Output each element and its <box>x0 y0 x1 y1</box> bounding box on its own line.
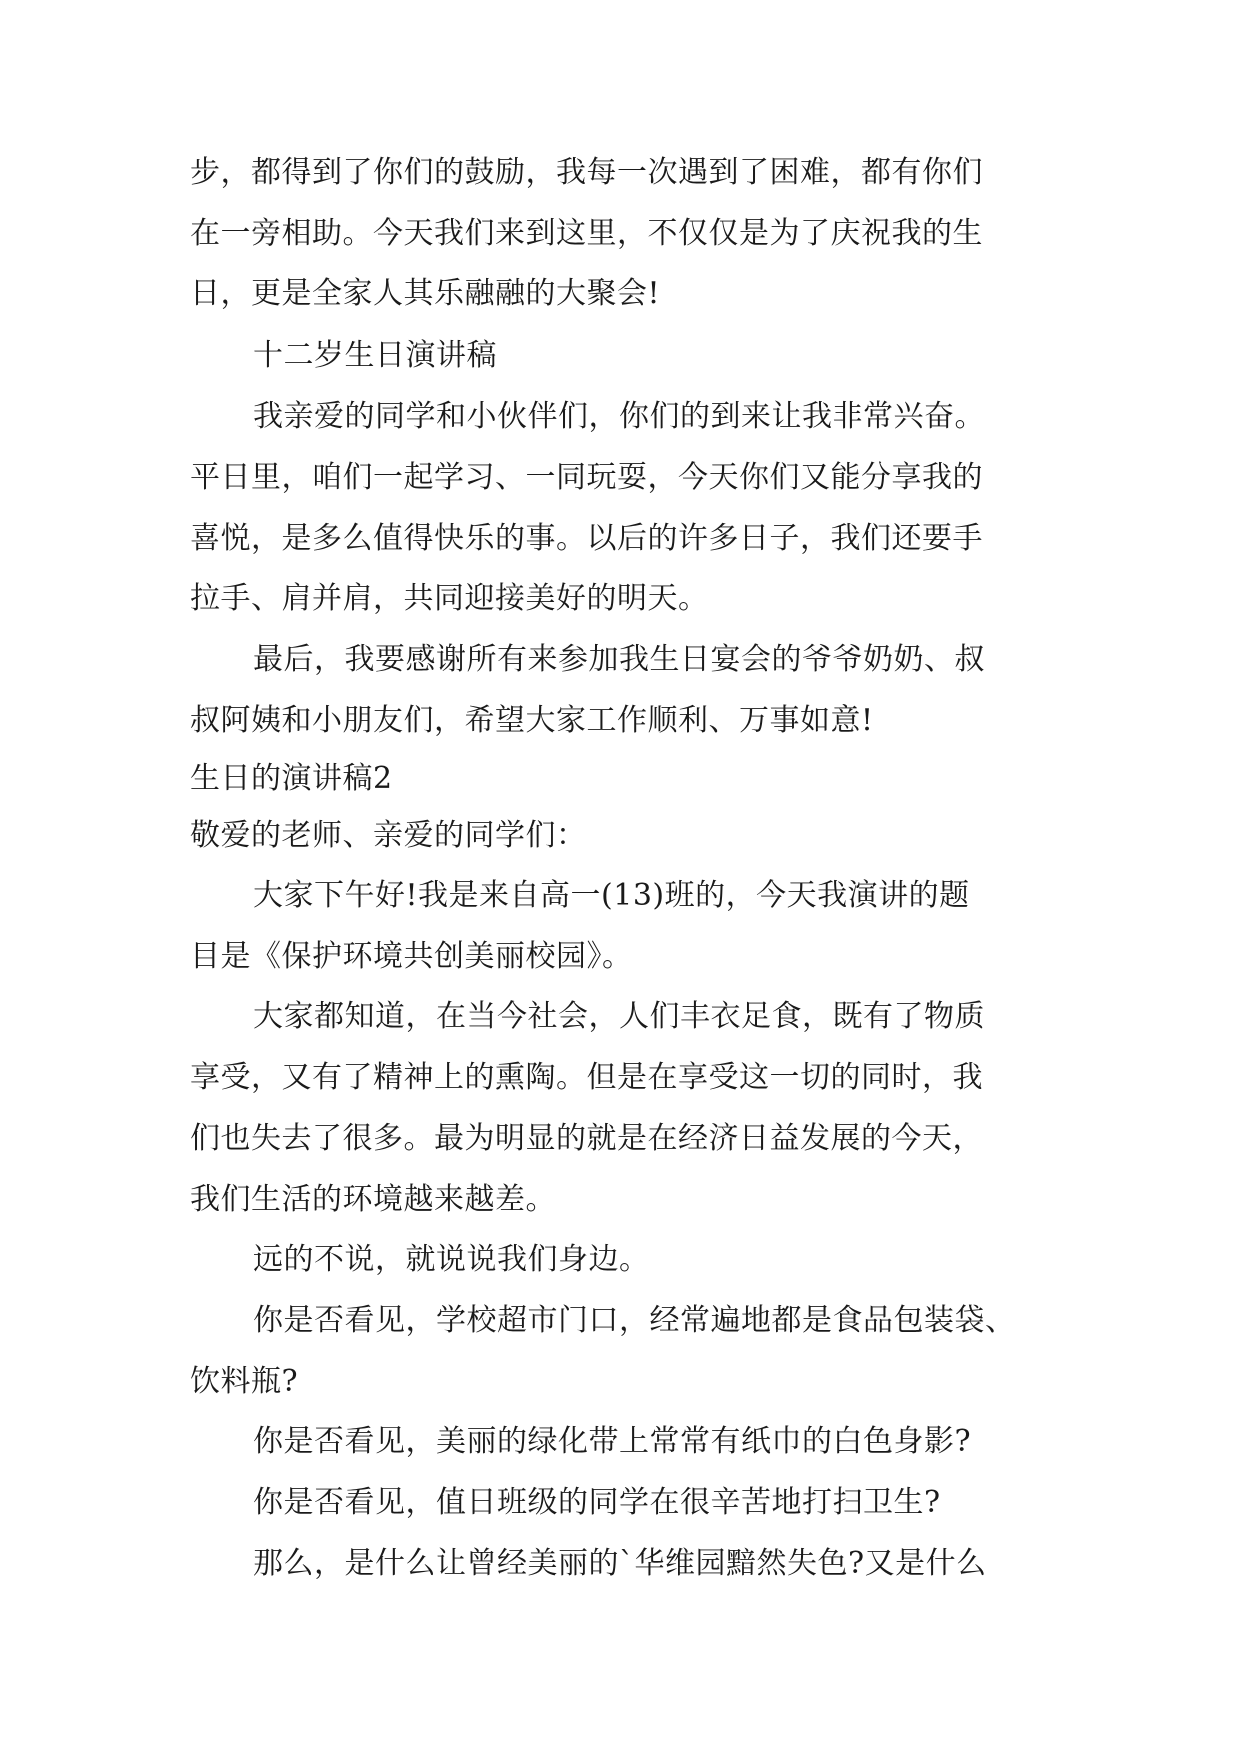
salutation: 敬爱的老师、亲爱的同学们： <box>190 818 587 853</box>
text-line: 叔阿姨和小朋友们，希望大家工作顺利、万事如意! <box>190 703 874 738</box>
text-line: 享受，又有了精神上的熏陶。但是在享受这一切的同时，我 <box>190 1060 983 1095</box>
text-line: 大家下午好!我是来自高一(13)班的，今天我演讲的题 <box>253 878 970 913</box>
text-line: 步，都得到了你们的鼓励，我每一次遇到了困难，都有你们 <box>190 155 983 190</box>
text-line: 远的不说，就说说我们身边。 <box>253 1242 650 1277</box>
text-line: 饮料瓶? <box>190 1364 299 1399</box>
text-line: 们也失去了很多。最为明显的就是在经济日益发展的今天， <box>190 1121 983 1156</box>
text-line: 我们生活的环境越来越差。 <box>190 1182 556 1217</box>
section-title: 生日的演讲稿2 <box>190 761 393 796</box>
text-line: 平日里，咱们一起学习、一同玩耍，今天你们又能分享我的 <box>190 460 983 495</box>
text-line: 我亲爱的同学和小伙伴们，你们的到来让我非常兴奋。 <box>253 399 985 434</box>
text-line: 最后，我要感谢所有来参加我生日宴会的爷爷奶奶、叔 <box>253 642 985 677</box>
text-line: 你是否看见，值日班级的同学在很辛苦地打扫卫生? <box>253 1485 941 1520</box>
section-heading: 十二岁生日演讲稿 <box>253 338 497 373</box>
text-line: 喜悦，是多么值得快乐的事。以后的许多日子，我们还要手 <box>190 521 983 556</box>
text-line: 那么，是什么让曾经美丽的`华维园黯然失色?又是什么 <box>253 1546 987 1581</box>
text-line: 你是否看见，美丽的绿化带上常常有纸巾的白色身影? <box>253 1424 972 1459</box>
text-line: 大家都知道，在当今社会，人们丰衣足食，既有了物质 <box>253 999 985 1034</box>
text-line: 在一旁相助。今天我们来到这里，不仅仅是为了庆祝我的生 <box>190 216 983 251</box>
text-line: 日，更是全家人其乐融融的大聚会! <box>190 276 661 311</box>
text-line: 拉手、肩并肩，共同迎接美好的明天。 <box>190 581 709 616</box>
text-line: 目是《保护环境共创美丽校园》。 <box>190 939 633 974</box>
text-line: 你是否看见，学校超市门口，经常遍地都是食品包装袋、 <box>253 1303 1016 1338</box>
